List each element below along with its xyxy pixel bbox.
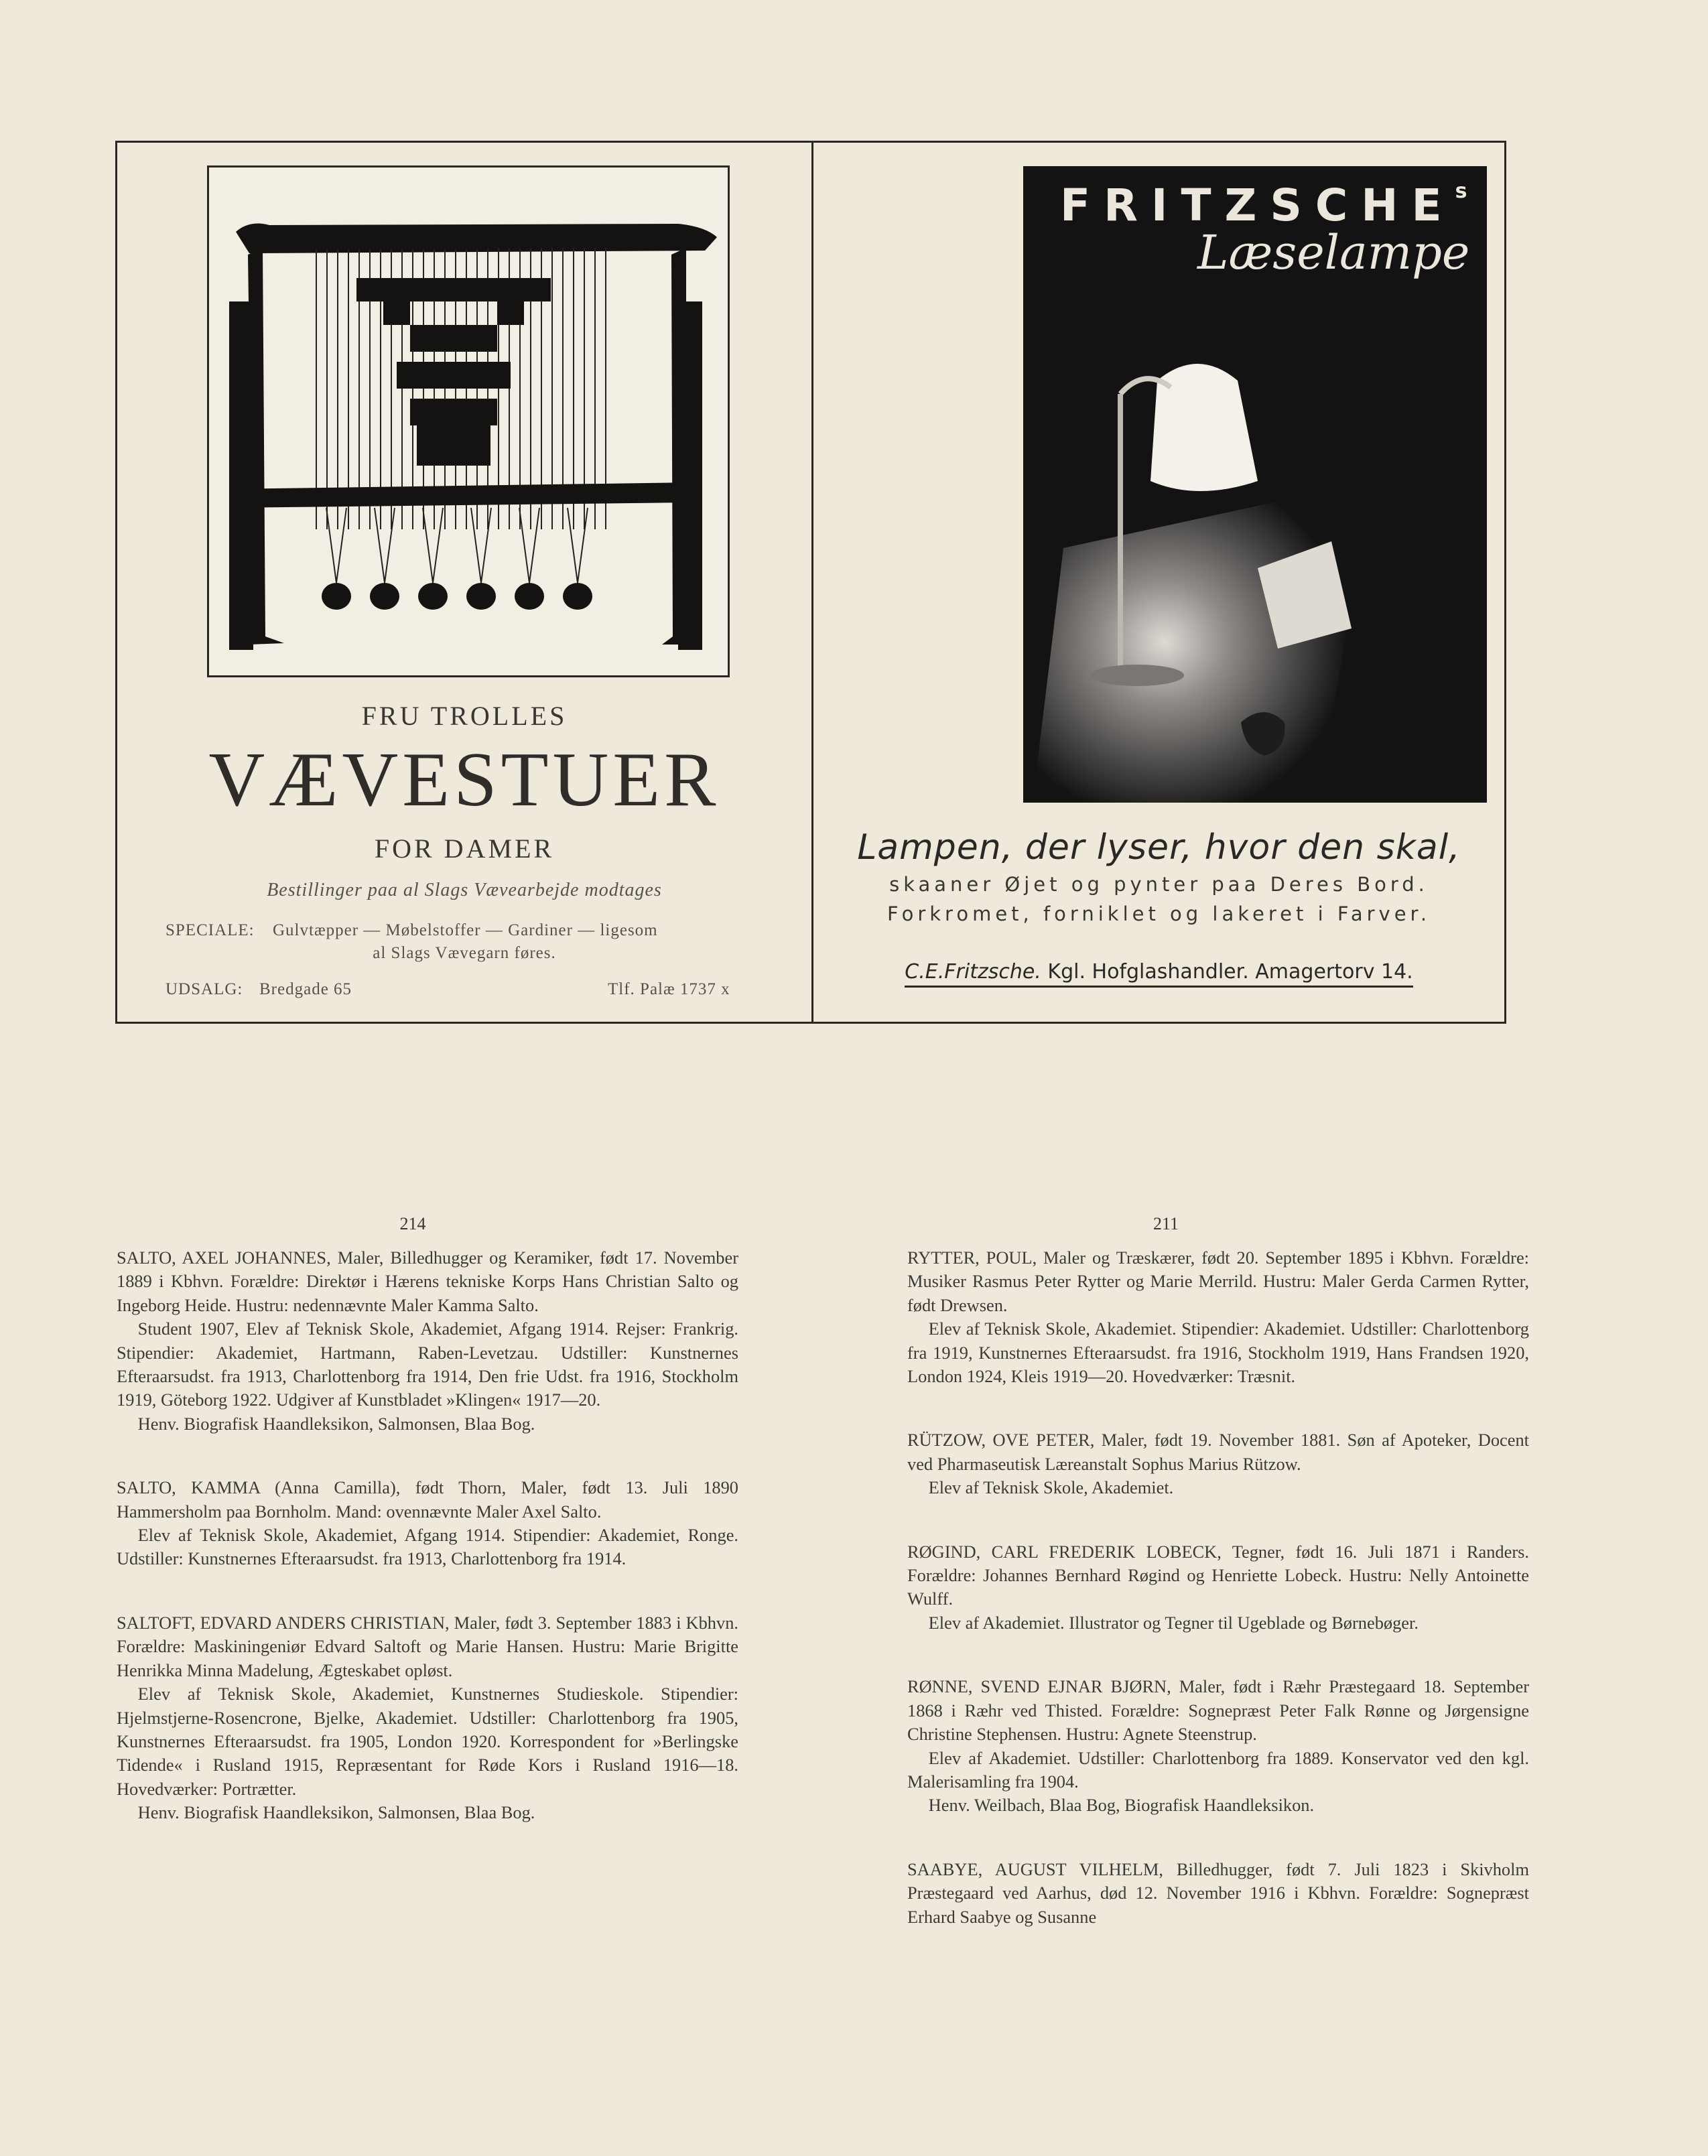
biography-entry: [907, 1675, 1529, 1817]
lamp-poster: [1023, 166, 1487, 803]
entry-paragraph: Elev af Teknisk Skole, Akademiet, Kunstnernes Studieskole. Stipendier: Hjelmstjerne-Rosencrone, Bjelke, Akademiet. Udstiller: Charlottenborg fra 1905, Kunstnernes Efteraarsudst. fra 1905, London 1920. Korrespondent for »Berlingske Tidende« i Rusland 1915, Repræsentant for Røde Kors i Rusland 1916—18. Hovedværker: Portrætter.: [117, 1684, 738, 1799]
entry-heading-paragraph: SAABYE, AUGUST VILHELM, Billedhugger, født 7. Juli 1823 i Skivholm Præstegaard ved Aarhus, død 12. November 1916 i Kbhvn. Forældre: Sognepræst Erhard Saabye og Susanne: [907, 1859, 1529, 1927]
weaving-phone: Tlf. Palæ 1737 x: [608, 980, 730, 998]
lamp-address: [813, 960, 1504, 988]
lamp-address-rest: Kgl. Hofglashandler. Amagertorv 14.: [1047, 960, 1413, 984]
poster-brand-suffix: s: [1455, 180, 1467, 203]
lamp-advertisement: [813, 143, 1504, 1022]
entry-heading-paragraph: SALTO, AXEL JOHANNES, Maler, Billedhugger og Keramiker, født 17. November 1889 i Kbhvn. Forældre: Direktør i Hærens tekniske Korps Hans Christian Salto og Ingeborg Heide. Hustru: nedennævnte Maler Kamma Salto.: [117, 1248, 738, 1315]
poster-brand: [1060, 180, 1467, 231]
biography-entry: [907, 1858, 1529, 1929]
poster-script-title: Læselampe: [1197, 225, 1470, 280]
lamp-line-1: skaaner Øjet og pynter paa Deres Bord.: [889, 873, 1429, 896]
entry-paragraph: Elev af Akademiet. Illustrator og Tegner til Ugeblade og Børnebøger.: [928, 1612, 1419, 1633]
page-number-left: 214: [399, 1214, 426, 1233]
right-column: [907, 1246, 1529, 1969]
weaving-speciale-label: SPECIALE:: [166, 921, 255, 939]
biography-entry: [907, 1540, 1529, 1635]
entry-paragraph: Elev af Akademiet. Udstiller: Charlottenborg fra 1889. Konservator ved den kgl. Malerisamling fra 1904.: [907, 1747, 1529, 1792]
loom-illustration: [207, 165, 730, 677]
weaving-sale-address: Bredgade 65: [259, 980, 352, 998]
biography-entry: [117, 1611, 738, 1825]
biography-entry: [907, 1246, 1529, 1388]
entry-paragraph: Henv. Biografisk Haandleksikon, Salmonsen, Blaa Bog.: [137, 1413, 535, 1434]
lamp-headline: Lampen, der lyser, hvor den skal,: [857, 827, 1461, 868]
entry-paragraph: Elev af Teknisk Skole, Akademiet.: [928, 1477, 1174, 1498]
left-column: [117, 1246, 738, 1865]
weaving-sale-label: UDSALG:: [166, 980, 243, 998]
entry-paragraph: Henv. Biografisk Haandleksikon, Salmonsen, Blaa Bog.: [137, 1802, 535, 1823]
weaving-owner-line: FRU TROLLES: [361, 701, 568, 731]
poster-brand-name: FRITZSCHE: [1060, 180, 1455, 231]
entry-heading-paragraph: RÜTZOW, OVE PETER, Maler, født 19. November 1881. Søn af Apoteker, Docent ved Pharmaseutisk Læreanstalt Sophus Marius Rützow.: [907, 1430, 1529, 1474]
weaving-speciale-line2: al Slags Vævegarn føres.: [373, 944, 556, 962]
entry-heading-paragraph: SALTOFT, EDVARD ANDERS CHRISTIAN, Maler, født 3. September 1883 i Kbhvn. Forældre: Maskiningeniør Edvard Saltoft og Marie Hansen. Hustru: Marie Brigitte Henrikka Minna Madelung, Ægteskabet opløst.: [117, 1612, 738, 1680]
entry-heading-paragraph: SALTO, KAMMA (Anna Camilla), født Thorn, Maler, født 13. Juli 1890 Hammersholm paa Bornholm. Mand: ovennævnte Maler Axel Salto.: [117, 1477, 738, 1522]
entry-heading-paragraph: RYTTER, POUL, Maler og Træskærer, født 20. September 1895 i Kbhvn. Forældre: Musiker Rasmus Peter Rytter og Marie Merrild. Hustru: Maler Gerda Carmen Rytter, født Drewsen.: [907, 1248, 1529, 1315]
weaving-advertisement: [117, 143, 811, 1022]
lamp-line-2: Forkromet, forniklet og lakeret i Farver.: [886, 902, 1431, 925]
biography-entry: [117, 1476, 738, 1571]
entry-paragraph: Elev af Teknisk Skole, Akademiet, Afgang 1914. Stipendier: Akademiet, Ronge. Udstiller: Kunstnernes Efteraarsudst. fra 1913, Charlottenborg fra 1914.: [117, 1525, 738, 1569]
entry-paragraph: Henv. Weilbach, Blaa Bog, Biografisk Haandleksikon.: [928, 1795, 1315, 1816]
advertisement-frame: [115, 141, 1506, 1024]
loom-drawing: [209, 167, 728, 675]
lamp-address-name: C.E.Fritzsche.: [905, 960, 1041, 984]
entry-heading-paragraph: RØNNE, SVEND EJNAR BJØRN, Maler, født i Ræhr Præstegaard 18. September 1868 i Ræhr ved Thisted. Forældre: Sognepræst Peter Falk Rønne og Jørgensigne Christine Stephensen. Hustru: Agnete Steenstrup.: [907, 1676, 1529, 1745]
entry-paragraph: Elev af Teknisk Skole, Akademiet. Stipendier: Akademiet. Udstiller: Charlottenborg fra 1919, Kunstnernes Efteraarsudst. fra 1916, Stockholm 1919, Hans Frandsen 1920, London 1924, Kleis 1919—20. Hovedværker: Træsnit.: [907, 1319, 1529, 1387]
lamp-address-underline: [905, 960, 1413, 988]
weaving-subtitle: FOR DAMER: [374, 833, 555, 864]
biography-entry: [907, 1428, 1529, 1499]
weaving-orders-line: Bestillinger paa al Slags Vævearbejde modtages: [267, 880, 662, 900]
weaving-speciale-items: Gulvtæpper — Møbelstoffer — Gardiner — ligesom: [273, 921, 658, 939]
biography-entry: [117, 1246, 738, 1436]
weaving-title: VÆVESTUER: [208, 737, 720, 823]
entry-paragraph: Student 1907, Elev af Teknisk Skole, Akademiet, Afgang 1914. Rejser: Frankrig. Stipendier: Akademiet, Hartmann, Raben-Levetzau. Udstiller: Kunstnernes Efteraarsudst. fra 1913, Charlottenborg fra 1914, Den frie Udst. fra 1916, Stockholm 1919, Göteborg 1922. Udgiver af Kunstbladet »Klingen« 1917—20.: [117, 1319, 738, 1410]
page-number-right: 211: [1153, 1214, 1179, 1233]
entry-heading-paragraph: RØGIND, CARL FREDERIK LOBECK, Tegner, født 16. Juli 1871 i Randers. Forældre: Johannes Bernhard Røgind og Henriette Lobeck. Hustru: Nelly Antoinette Wulff.: [907, 1541, 1529, 1609]
